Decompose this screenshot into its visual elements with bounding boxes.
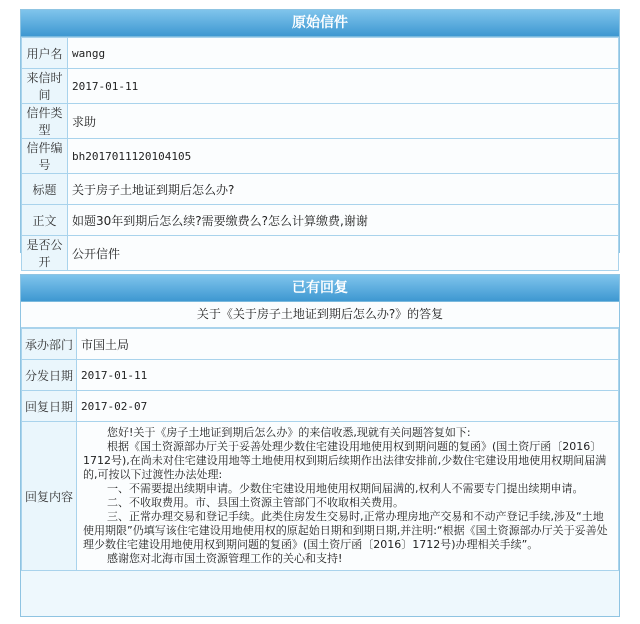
letter-row-type: [22, 104, 619, 139]
reply-row-content: [22, 422, 619, 571]
letter-row-body: [22, 205, 619, 236]
letter-info-table: [21, 37, 619, 271]
username-value: wangg: [68, 38, 619, 69]
reply-paragraph: 感谢您对北海市国土资源管理工作的关心和支持!: [107, 552, 343, 565]
original-letter-panel: [20, 9, 620, 269]
reply-info-table: [21, 328, 619, 571]
department-label: 承办部门: [22, 329, 77, 360]
letter-date-label: 来信时间: [22, 69, 68, 104]
reply-date-label: 回复日期: [22, 391, 77, 422]
letter-number-value: bh2017011120104105: [68, 139, 619, 174]
letter-type-value: 求助: [68, 104, 619, 139]
reply-row-department: [22, 329, 619, 360]
dispatch-date-value: 2017-01-11: [77, 360, 619, 391]
reply-header: 已有回复: [21, 275, 619, 302]
letter-number-label: 信件编号: [22, 139, 68, 174]
letter-row-title: [22, 174, 619, 205]
reply-content-label: 回复内容: [22, 422, 77, 571]
username-label: 用户名: [22, 38, 68, 69]
department-value: 市国土局: [77, 329, 619, 360]
dispatch-date-label: 分发日期: [22, 360, 77, 391]
reply-paragraph: 二、不收取费用。市、县国土资源主管部门不收取相关费用。: [107, 496, 404, 509]
letter-public-value: 公开信件: [68, 236, 619, 271]
letter-type-label: 信件类型: [22, 104, 68, 139]
letter-body-label: 正文: [22, 205, 68, 236]
reply-paragraph: 一、不需要提出续期申请。少数住宅建设用地使用权期间届满的,权利人不需要专门提出续期申请。: [107, 482, 584, 495]
letter-row-date: [22, 69, 619, 104]
reply-paragraph: 您好!关于《房子土地证到期后怎么办》的来信收悉,现就有关问题答复如下:: [107, 426, 471, 439]
reply-paragraph: 三、正常办理交易和登记手续。此类住房发生交易时,正常办理房地产交易和不动产登记手续,涉及“土地使用期限”仍填写该住宅建设用地使用权的原起始日期和到期日期,并注明:“根据《国土资源部办厅关于妥善处理少数住宅建设用地使用权到期问题的复函》(国土资厅函〔2016〕1712号)办理相关手续”。: [83, 510, 608, 551]
letter-title-value: 关于房子土地证到期后怎么办?: [68, 174, 619, 205]
letter-row-username: [22, 38, 619, 69]
reply-panel: [20, 274, 620, 617]
letter-row-number: [22, 139, 619, 174]
reply-footer-spacer: [21, 571, 619, 591]
letter-date-value: 2017-01-11: [68, 69, 619, 104]
reply-content-value: [77, 422, 619, 571]
letter-body-value: 如题30年到期后怎么续?需要缴费么?怎么计算缴费,谢谢: [68, 205, 619, 236]
letter-row-public: [22, 236, 619, 271]
letter-public-label: 是否公开: [22, 236, 68, 271]
reply-title: 关于《关于房子土地证到期后怎么办?》的答复: [21, 302, 619, 328]
reply-row-dispatch-date: [22, 360, 619, 391]
reply-row-reply-date: [22, 391, 619, 422]
reply-date-value: 2017-02-07: [77, 391, 619, 422]
original-letter-header: 原始信件: [21, 10, 619, 37]
letter-title-label: 标题: [22, 174, 68, 205]
reply-paragraph: 根据《国土资源部办厅关于妥善处理少数住宅建设用地使用权到期问题的复函》(国土资厅函〔2016〕1712号),在尚未对住宅建设用地等土地使用权到期后续期作出法律安排前,少数住宅建设用地使用权期间届满的,可按以下过渡性办法处理:: [83, 440, 607, 481]
